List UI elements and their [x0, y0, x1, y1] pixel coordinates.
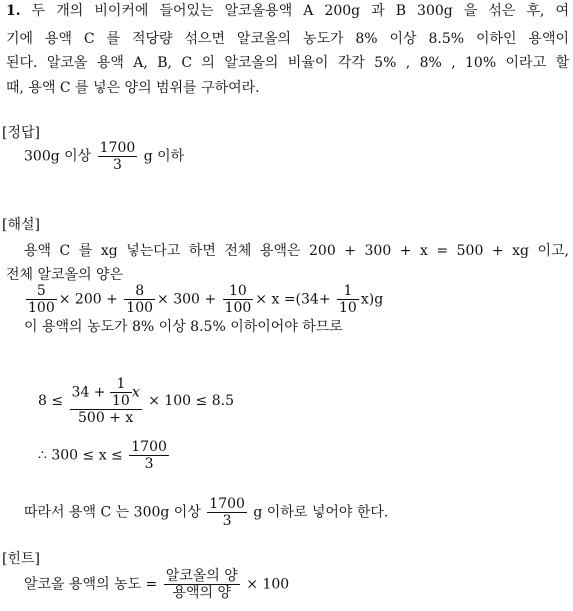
- solution-line-3: 이 용액의 농도가 8% 이상 8.5% 이하이어야 하므로: [24, 319, 343, 335]
- solution-result: [38, 439, 171, 472]
- problem-text-1: 두 개의 비이커에 들어있는 알코올용액 A 200g 과 B 300g 을 섞은 후, 여: [31, 3, 569, 19]
- hint-frac-den: 용액의 양: [164, 584, 240, 601]
- ineq-inner-den: 10: [112, 393, 130, 409]
- problem-line-4: 때, 용액 C 를 넣은 양의 범위를 구하여라.: [6, 80, 260, 96]
- problem-line-3: 된다. 알코올 용액 A, B, C 의 알코올의 비율이 각각 5% , 8% , 10% 이라고 할: [6, 55, 569, 71]
- eq1-frac-1-den: 100: [28, 300, 55, 316]
- answer-line: [24, 140, 184, 173]
- ineq-right: × 100 ≤ 8.5: [148, 393, 234, 409]
- result-frac-den: 3: [129, 455, 169, 472]
- eq1-term-3: × x =(34+: [255, 291, 331, 308]
- eq1-frac-1-num: 5: [36, 283, 46, 299]
- problem-line-1: [6, 2, 569, 20]
- hint-post: × 100: [246, 576, 290, 593]
- answer-pre: 300g 이상: [24, 148, 92, 165]
- hint-fraction: [164, 568, 240, 601]
- hint-header: [힌트]: [2, 551, 40, 567]
- hint-frac-num: 알코올의 양: [165, 568, 238, 584]
- conclusion-post: g 이하로 넣어야 한다.: [253, 504, 389, 521]
- result-pre: ∴ 300 ≤ x ≤: [38, 447, 123, 464]
- eq1-frac-4: [337, 283, 359, 316]
- eq1-frac-3-num: 10: [229, 283, 247, 299]
- eq1-frac-3-den: 100: [224, 300, 252, 316]
- ineq-fraction: [70, 376, 142, 426]
- conclusion-pre: 따라서 용액 C 는 300g 이상: [24, 504, 201, 521]
- eq1-frac-2-den: 100: [126, 300, 154, 316]
- conclusion-fraction: [207, 496, 247, 529]
- result-fraction: [129, 439, 169, 472]
- eq1-frac-2-num: 8: [135, 283, 145, 299]
- ineq-num-x: x: [131, 384, 140, 401]
- eq1-frac-2: [124, 283, 155, 316]
- eq1-frac-1: [26, 283, 57, 316]
- ineq-inner-num: 1: [116, 376, 126, 392]
- hint-pre: 알코올 용액의 농도 =: [24, 576, 158, 593]
- solution-conclusion: [24, 496, 388, 529]
- hint-line: [24, 568, 289, 601]
- answer-frac-num: 1700: [99, 140, 136, 156]
- eq1-frac-4-num: 1: [343, 283, 353, 299]
- eq1-term-4: x)g: [360, 291, 384, 308]
- ineq-numerator: [70, 376, 142, 409]
- eq1-term-2: × 300 +: [157, 291, 217, 308]
- answer-post: g 이하: [143, 148, 185, 165]
- solution-inequality: [38, 376, 234, 426]
- ineq-inner-fraction: [110, 376, 132, 409]
- ineq-denominator: 500 + x: [70, 409, 142, 426]
- conclusion-frac-den: 3: [207, 512, 247, 529]
- solution-line-1: 용액 C 를 xg 넣는다고 하면 전체 용액은 200 + 300 + x = 500 + xg 이고,: [24, 243, 569, 259]
- ineq-left: 8 ≤: [38, 393, 64, 409]
- conclusion-frac-num: 1700: [209, 496, 245, 512]
- solution-equation-1: [24, 283, 383, 316]
- answer-frac-den: 3: [98, 156, 138, 173]
- answer-fraction: [98, 140, 138, 173]
- eq1-term-1: × 200 +: [58, 291, 118, 308]
- result-frac-num: 1700: [131, 439, 167, 455]
- solution-header: [해설]: [2, 217, 40, 233]
- solution-line-2: 전체 알코올의 양은: [6, 267, 124, 283]
- problem-line-2: 기에 용액 C 를 적당량 섞으면 알코올의 농도가 8% 이상 8.5% 이하인 용액이: [6, 31, 569, 47]
- ineq-num-term: 34 +: [71, 384, 106, 401]
- problem-number: 1.: [6, 3, 21, 19]
- answer-header: [정답]: [2, 125, 40, 141]
- eq1-frac-4-den: 10: [339, 300, 357, 316]
- eq1-frac-3: [223, 283, 254, 316]
